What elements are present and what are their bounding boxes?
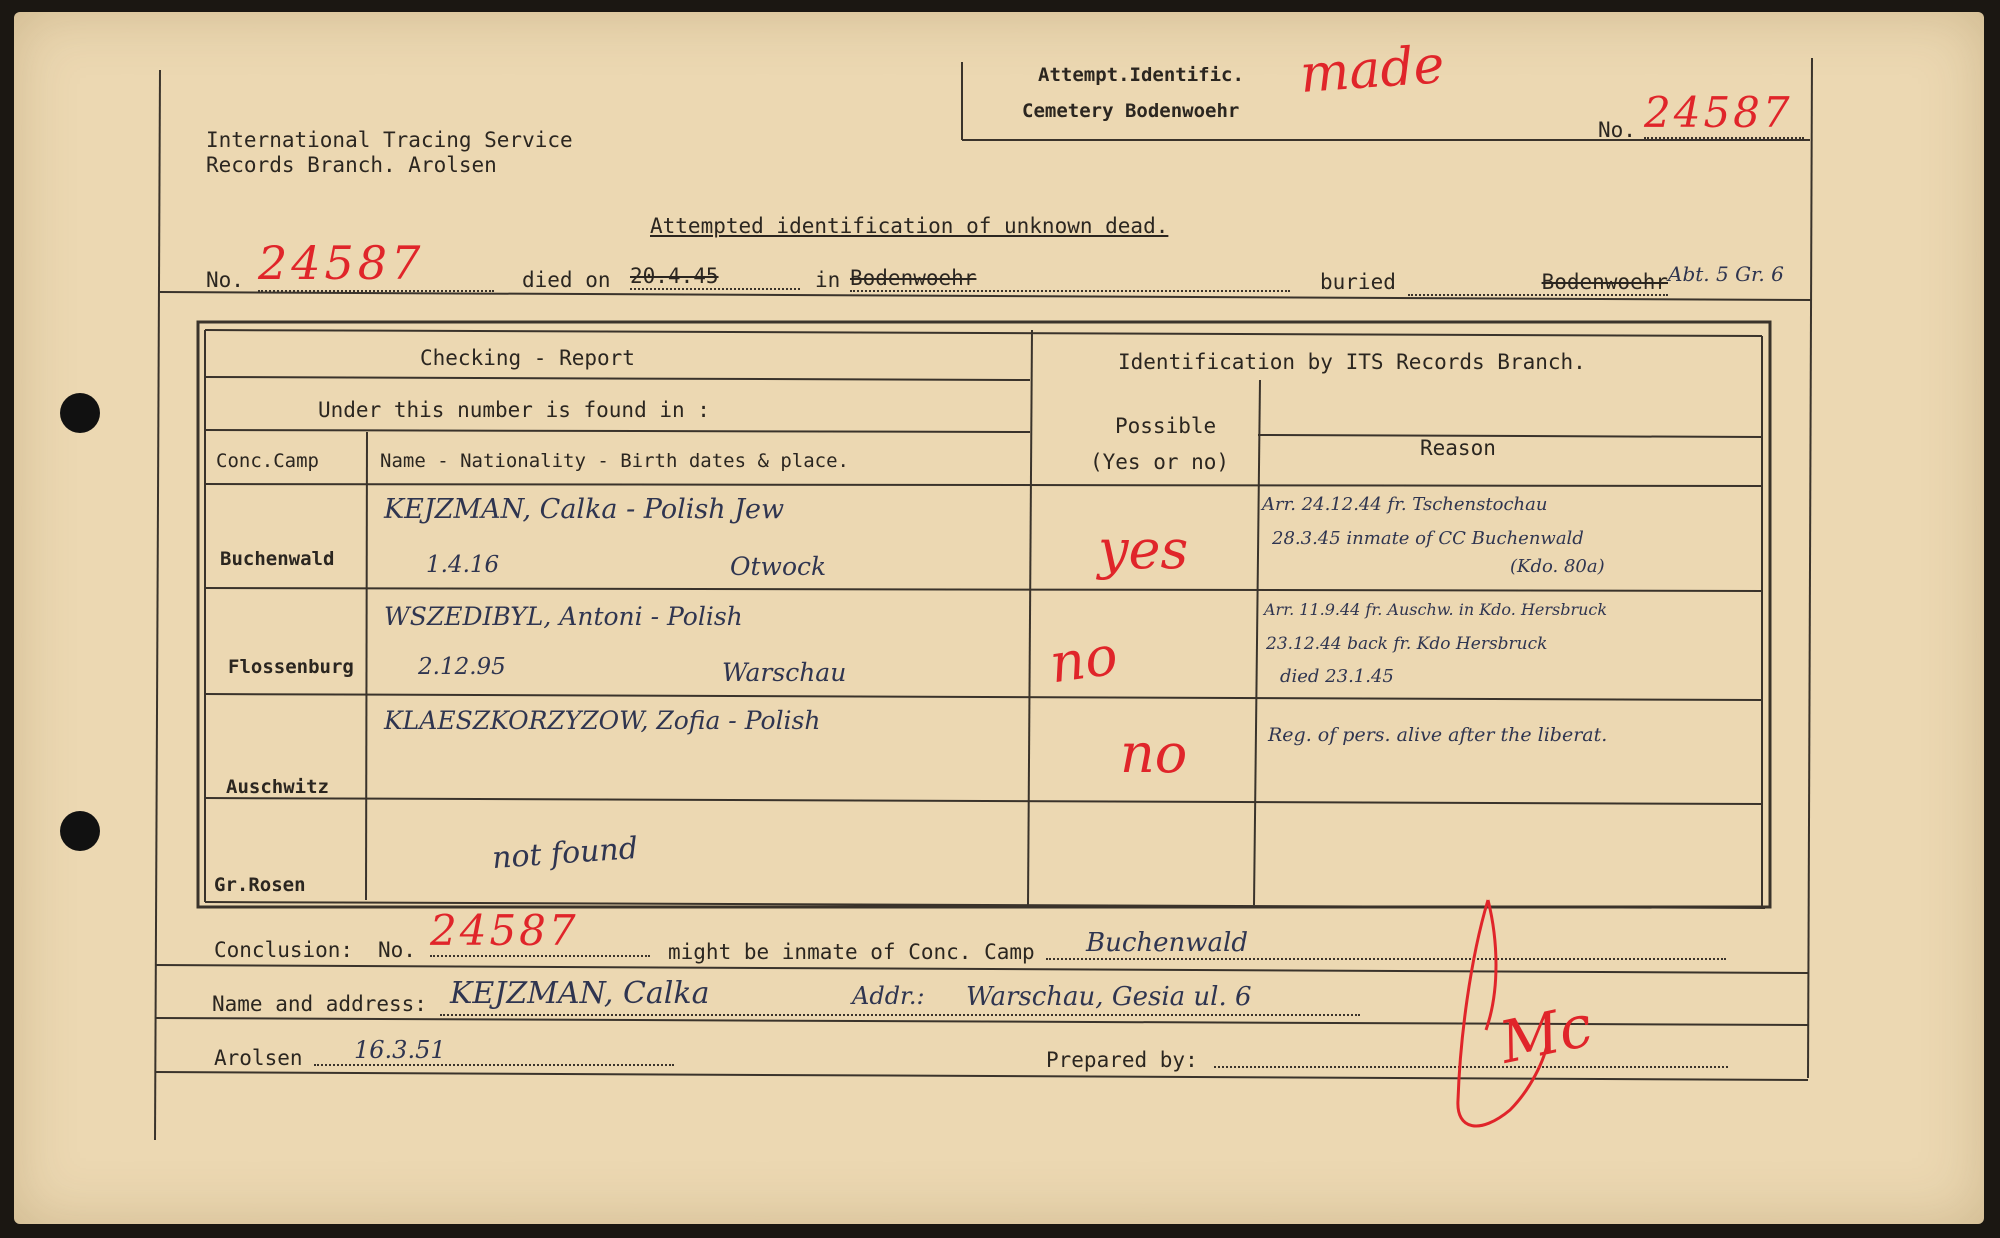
conclusion-camp-value: Buchenwald (1046, 928, 1726, 960)
table-row-1-reason-1: Arr. 24.12.44 fr. Tschenstochau (1262, 494, 1548, 515)
addr-label: Addr.: (852, 982, 925, 1010)
died-value: 20.4.45 (630, 264, 800, 290)
arolsen-label: Arolsen (214, 1046, 303, 1070)
header-no-value: 24587 (1644, 88, 1804, 139)
addr-value: Warschau, Gesia ul. 6 (966, 982, 1252, 1012)
table-row-2-birth-date: 2.12.95 (418, 654, 506, 680)
attempt-identific-label: Attempt.Identific. (1038, 64, 1244, 86)
buried-value: Bodenwoehr (1408, 270, 1668, 296)
conclusion-camp-label: might be inmate of Conc. Camp (668, 940, 1035, 964)
col-header-camp: Conc.Camp (216, 450, 319, 472)
conclusion-label: Conclusion: (214, 938, 354, 962)
table-row-3-possible: no (1120, 722, 1188, 785)
col-header-name: Name - Nationality - Birth dates & place. (380, 450, 849, 472)
died-label: died on (522, 268, 611, 292)
checking-report-header: Checking - Report (420, 346, 635, 370)
col-header-reason: Reason (1420, 436, 1496, 460)
org-line-2: Records Branch. Arolsen (206, 153, 497, 177)
col-header-possible-2: (Yes or no) (1090, 450, 1230, 474)
table-row-1-possible: yes (1098, 518, 1189, 581)
table-row-3-name: KLAESZKORZYZOW, Zofia - Polish (384, 706, 821, 735)
table-row-1-name: KEJZMAN, Calka - Polish Jew (384, 494, 785, 525)
ident-header: Identification by ITS Records Branch. (1118, 350, 1586, 374)
signature: Mc (1493, 991, 1598, 1077)
table-row-1-camp: Buchenwald (220, 548, 335, 570)
col-header-possible-1: Possible (1115, 414, 1217, 438)
record-no-label: No. (206, 268, 244, 292)
arolsen-date: 16.3.51 (314, 1036, 674, 1066)
made-stamp: made (1298, 35, 1447, 105)
found-in-header: Under this number is found in : (318, 398, 710, 422)
cemetery-label: Cemetery Bodenwoehr (1022, 100, 1240, 122)
table-row-4-camp: Gr.Rosen (214, 874, 306, 896)
conclusion-no-label: No. (378, 938, 416, 962)
table-row-2-possible: no (1045, 623, 1122, 696)
table-row-1-birth-place: Otwock (730, 552, 827, 581)
table-row-1-reason-2: 28.3.45 inmate of CC Buchenwald (1272, 528, 1584, 549)
table-row-2-name: WSZEDIBYL, Antoni - Polish (384, 602, 743, 631)
grave-value: Abt. 5 Gr. 6 (1668, 262, 1784, 286)
name-value: KEJZMAN, Calka (450, 976, 710, 1011)
table-row-2-camp: Flossenburg (228, 656, 354, 678)
table-row-4-name: not found (490, 830, 640, 877)
table-row-2-reason-2: 23.12.44 back fr. Kdo Hersbruck (1266, 634, 1548, 654)
table-row-2-reason-3: died 23.1.45 (1280, 666, 1394, 687)
buried-label: buried (1320, 270, 1396, 294)
table-row-3-reason-1: Reg. of pers. alive after the liberat. (1268, 724, 1608, 746)
in-label: in (815, 268, 841, 292)
table-row-2-birth-place: Warschau (722, 658, 847, 687)
table-row-3-camp: Auschwitz (226, 776, 329, 798)
conclusion-no-value: 24587 (430, 906, 650, 957)
prepared-by-label: Prepared by: (1046, 1048, 1198, 1072)
table-row-1-birth-date: 1.4.16 (426, 552, 500, 578)
header-no-label: No. (1598, 118, 1636, 142)
table-row-2-reason-1: Arr. 11.9.44 fr. Auschw. in Kdo. Hersbruck (1264, 600, 1608, 619)
table-row-1-reason-3: (Kdo. 80a) (1510, 556, 1605, 577)
record-no-value: 24587 (258, 236, 494, 292)
name-address-label: Name and address: (212, 992, 427, 1016)
org-line-1: International Tracing Service (206, 128, 573, 152)
in-value: Bodenwoehr (850, 266, 1290, 292)
form-title: Attempted identification of unknown dead. (650, 214, 1169, 238)
